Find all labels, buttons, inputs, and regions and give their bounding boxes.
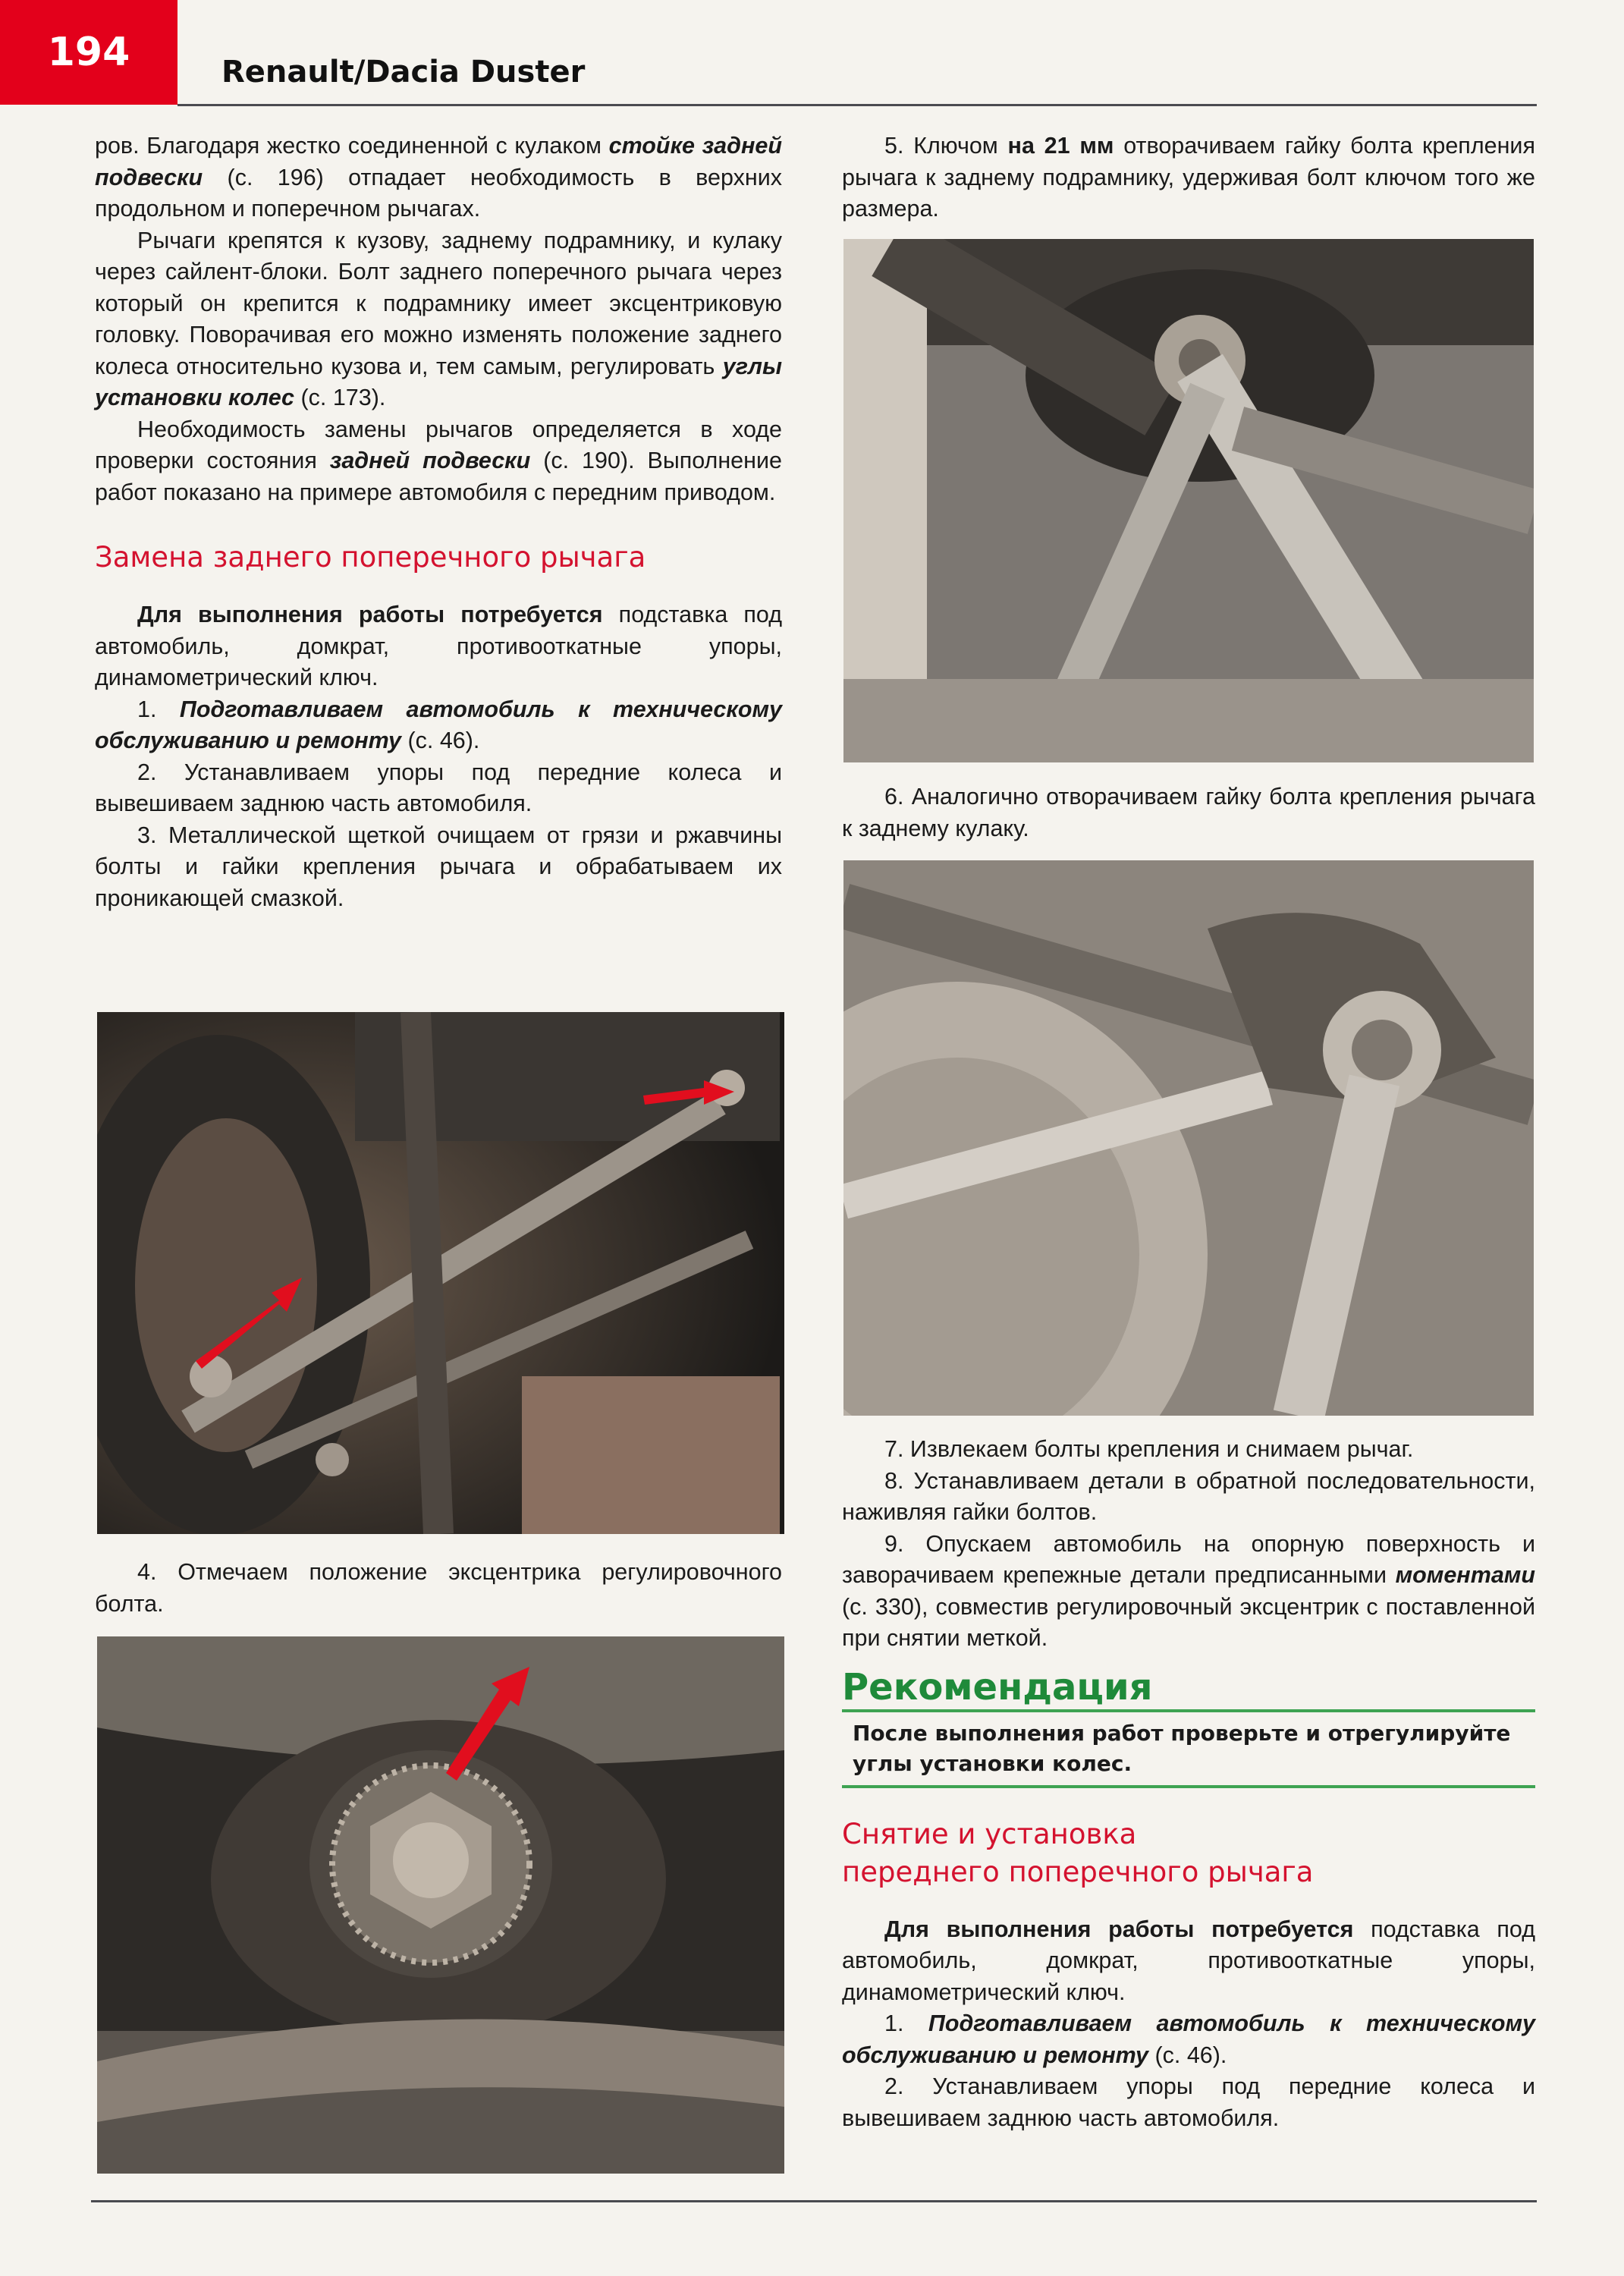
step-1: 1. Подготавливаем автомобиль к техническому обслуживанию и ремонту (с. 46). — [95, 696, 782, 753]
section-heading-front-arm: Снятие и установка переднего поперечного рычага — [842, 1817, 1314, 1888]
paragraph: ров. Благодаря жестко соединенной с кулаком стойке задней подвески (с. 196) отпадает необходимость в верхних продольном и поперечном рычагах. — [95, 133, 782, 222]
right-column-top — [842, 130, 1535, 225]
photo-wrench-knuckle — [843, 860, 1534, 1416]
paragraph: Для выполнения работы потребуется подставка под автомобиль, домкрат, противооткатные упоры, динамометрический ключ. — [842, 1916, 1535, 2005]
step-5: 5. Ключом на 21 мм отворачиваем гайку болта крепления рычага к заднему подрамнику, удерживая болт ключом того же размера. — [842, 133, 1535, 222]
step-8: 8. Устанавливаем детали в обратной последовательности, наживляя гайки болтов. — [842, 1467, 1535, 1525]
step-3: 3. Металлической щеткой очищаем от грязи и ржавчины болты и гайки крепления рычага и обрабатываем их проникающей смазкой. — [95, 822, 782, 911]
right-column-mid — [842, 781, 1535, 844]
step-1-front: 1. Подготавливаем автомобиль к техническому обслуживанию и ремонту (с. 46). — [842, 2010, 1535, 2068]
paragraph: Рычаги крепятся к кузову, заднему подрамнику, и кулаку через сайлент-блоки. Болт заднего поперечного рычага через который он крепится к подрамнику имеет эксцентриковую головку. Поворачивая его можно изменять положение заднего колеса относительно кузова и, тем самым, регулировать углы установки колес (с. 173). — [95, 227, 782, 410]
left-column-mid — [95, 1557, 782, 1620]
paragraph: Для выполнения работы потребуется подставка под автомобиль, домкрат, противооткатные упоры, динамометрический ключ. — [95, 602, 782, 690]
header-rule — [177, 104, 1537, 106]
section-heading: Замена заднего поперечного рычага — [95, 541, 646, 574]
photo-rear-suspension-arms — [97, 1012, 784, 1534]
page-number: 194 — [0, 0, 177, 105]
step-4: 4. Отмечаем положение эксцентрика регулировочного болта. — [95, 1559, 782, 1617]
book-title: Renault/Dacia Duster — [221, 55, 586, 90]
right-column-bottom — [842, 1434, 1535, 2134]
step-2-front: 2. Устанавливаем упоры под передние колеса и вывешиваем заднюю часть автомобиля. — [842, 2073, 1535, 2131]
step-2: 2. Устанавливаем упоры под передние колеса и вывешиваем заднюю часть автомобиля. — [95, 759, 782, 816]
footer-rule — [91, 2200, 1537, 2202]
step-7: 7. Извлекаем болты крепления и снимаем рычаг. — [884, 1436, 1414, 1462]
paragraph: Необходимость замены рычагов определяется в ходе проверки состояния задней подвески (с. 190). Выполнение работ показано на примере автомобиля с передним приводом. — [95, 416, 782, 505]
step-6: 6. Аналогично отворачиваем гайку болта крепления рычага к заднему кулаку. — [842, 784, 1535, 841]
step-9: 9. Опускаем автомобиль на опорную поверхность и заворачиваем крепежные детали предписанными моментами (с. 330), совместив регулировочный эксцентрик с поставленной при снятии меткой. — [842, 1530, 1535, 1651]
left-column-top — [95, 130, 782, 914]
photo-wrench-subframe — [843, 239, 1534, 762]
photo-eccentric-bolt — [97, 1636, 784, 2174]
recommendation-title: Рекомендация — [842, 1665, 1153, 1709]
recommendation-box: После выполнения работ проверьте и отрегулируйте углы установки колес. — [842, 1709, 1535, 1788]
